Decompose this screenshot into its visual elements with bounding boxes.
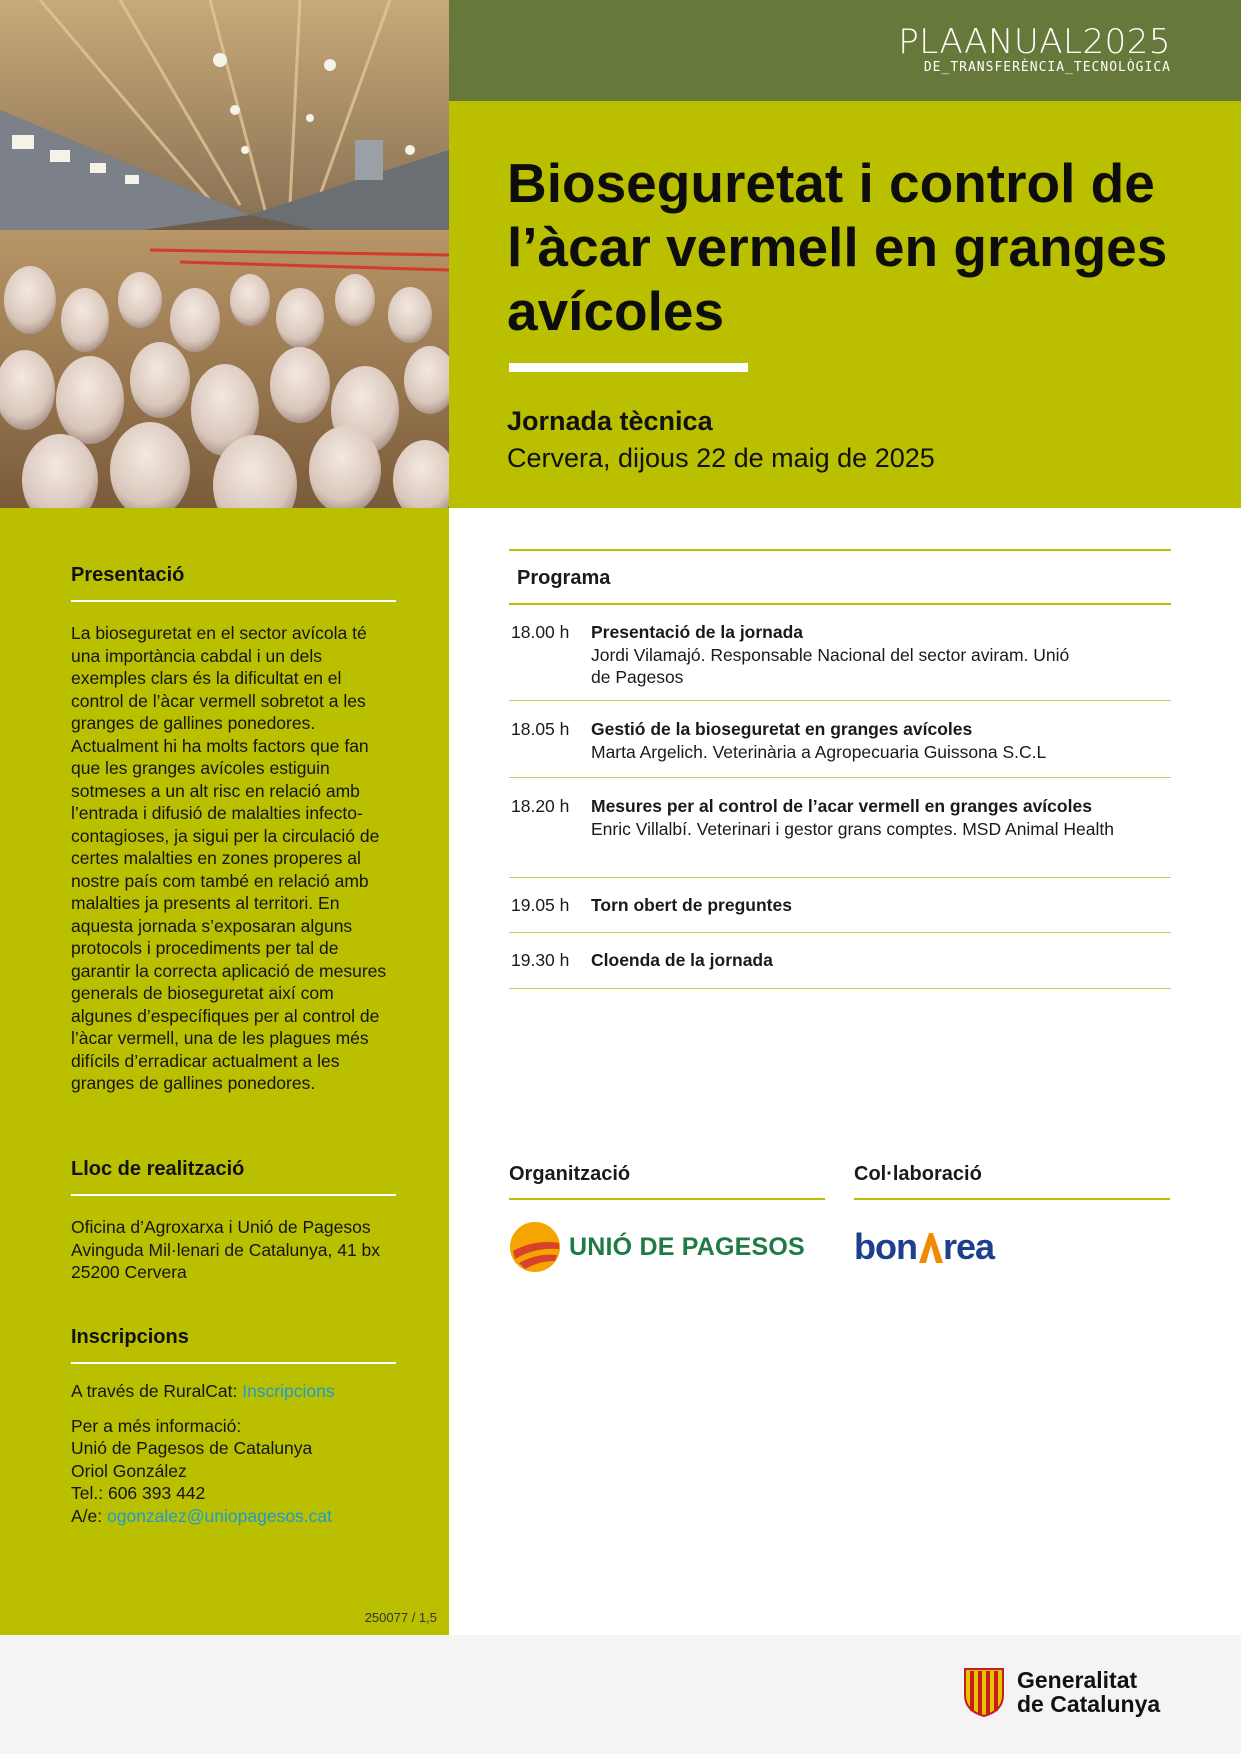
footer (0, 1635, 1241, 1754)
programa-item-title: Cloenda de la jornada (591, 950, 773, 970)
lloc-line-3: 25200 Cervera (71, 1262, 187, 1282)
email-label: A/e: (71, 1505, 107, 1526)
bonarea-logo-text-2: rea (942, 1226, 995, 1267)
collaboracio-heading: Col·laboració (854, 1163, 1170, 1200)
bonarea-a-icon (917, 1231, 943, 1263)
event-date: Cervera, dijous 22 de maig de 2025 (507, 443, 935, 473)
inscripcions-via-label: A través de RuralCat: (71, 1381, 243, 1401)
presentacio-section (71, 564, 396, 1095)
programa-body (591, 795, 1161, 840)
programa-time: 19.30 h (511, 950, 570, 970)
lloc-address (71, 1216, 396, 1284)
bonarea-logo (854, 1220, 1170, 1274)
programa-heading: Programa (509, 549, 1171, 605)
programa-item-title: Gestió de la bioseguretat en granges avícoles (591, 719, 973, 739)
contact-org: Unió de Pagesos de Catalunya (71, 1438, 313, 1458)
generalitat-logo (963, 1667, 1160, 1717)
programa-row (509, 878, 1171, 933)
programa-body (591, 949, 1161, 972)
brand-band (449, 0, 1241, 101)
header-photo-poultry-farm (0, 0, 449, 508)
event-type: Jornada tècnica (507, 406, 713, 436)
programa-table (509, 549, 1171, 989)
presentacio-heading: Presentació (71, 564, 396, 602)
contact-email-row (71, 1505, 396, 1528)
collaboracio-section (854, 1163, 1170, 1274)
programa-time: 19.05 h (511, 895, 570, 915)
contact-tel: Tel.: 606 393 442 (71, 1483, 206, 1503)
plan-annual-logo-title: PLAANUAL2025 (898, 22, 1171, 62)
inscripcions-heading: Inscripcions (71, 1326, 396, 1364)
lloc-line-1: Oficina d’Agroxarxa i Unió de Pagesos (71, 1217, 371, 1237)
generalitat-line-1: Generalitat (1017, 1667, 1138, 1693)
programa-item-detail: Enric Villalbí. Veterinari i gestor grans comptes. MSD Animal Health (591, 818, 1114, 839)
generalitat-shield-icon (963, 1667, 1005, 1717)
generalitat-line-2: de Catalunya (1017, 1691, 1161, 1717)
title-block (449, 101, 1241, 508)
title-divider (509, 363, 748, 372)
lloc-section (71, 1158, 396, 1284)
unio-de-pagesos-logo (509, 1220, 825, 1274)
programa-body (591, 894, 1161, 917)
organitzacio-heading: Organització (509, 1163, 825, 1200)
generalitat-text (1017, 1668, 1160, 1716)
programa-row (509, 701, 1171, 778)
programa-body (591, 718, 1161, 763)
inscripcions-section (71, 1326, 396, 1527)
programa-time: 18.05 h (511, 719, 570, 739)
presentacio-text: La bioseguretat en el sector avícola té una importància cabdal i un dels exemples clars és la dificultat en el control de l’àcar vermell sobretot a les granges de gallines ponedores. Actualment hi ha molts factors que fan que les granges avícoles estiguin sotmeses a un alt risc en relació amb l’entrada i difusió de malalties infecto-contagioses, ja sigui per la circulació de certes malalties en zones properes al nostre país com també en relació amb malalties ja presents al territori. En aquesta jornada s’exposaran alguns protocols i procediments per tal de garantir la correcta aplicació de mesures generals de bioseguretat així com algunes d’específiques per al control de l’àcar vermell, una de les plagues més difícils d’erradicar actualment a les granges de gallines ponedores. (71, 623, 387, 1093)
organitzacio-section (509, 1163, 825, 1274)
programa-body (591, 621, 1091, 689)
programa-row (509, 933, 1171, 989)
programa-row (509, 778, 1171, 878)
document-code: 250077 / 1,5 (364, 1610, 437, 1625)
lloc-line-2: Avinguda Mil·lenari de Catalunya, 41 bx (71, 1239, 381, 1260)
programa-item-title: Presentació de la jornada (591, 622, 804, 642)
programa-row (509, 605, 1171, 701)
bonarea-logo-text-1: bon (854, 1226, 917, 1267)
programa-item-title: Mesures per al control de l’acar vermell en granges avícoles (591, 796, 1092, 816)
unio-de-pagesos-logo-text: UNIÓ DE PAGESOS (569, 1232, 805, 1261)
programa-item-detail: Marta Argelich. Veterinària a Agropecuaria Guissona S.C.L (591, 741, 1047, 762)
inscripcions-via (71, 1380, 396, 1403)
inscripcions-link[interactable]: Inscripcions (242, 1381, 335, 1401)
lloc-heading: Lloc de realització (71, 1158, 396, 1196)
contact-info (71, 1415, 396, 1528)
programa-item-detail: Jordi Vilamajó. Responsable Nacional del sector aviram. Unió de Pagesos (591, 644, 1070, 687)
info-label: Per a més informació: (71, 1415, 242, 1436)
programa-item-title: Torn obert de preguntes (591, 895, 792, 915)
programa-time: 18.00 h (511, 622, 570, 642)
programa-time: 18.20 h (511, 796, 570, 816)
email-link[interactable]: ogonzalez@uniopagesos.cat (107, 1505, 333, 1526)
plan-annual-logo-subtitle: DE_TRANSFERÈNCIA_TECNOLÒGICA (923, 60, 1171, 75)
unio-de-pagesos-emblem-icon (509, 1221, 561, 1273)
event-title: Bioseguretat i control de l’àcar vermell en granges avícoles (507, 152, 1168, 342)
contact-name: Oriol González (71, 1460, 187, 1481)
